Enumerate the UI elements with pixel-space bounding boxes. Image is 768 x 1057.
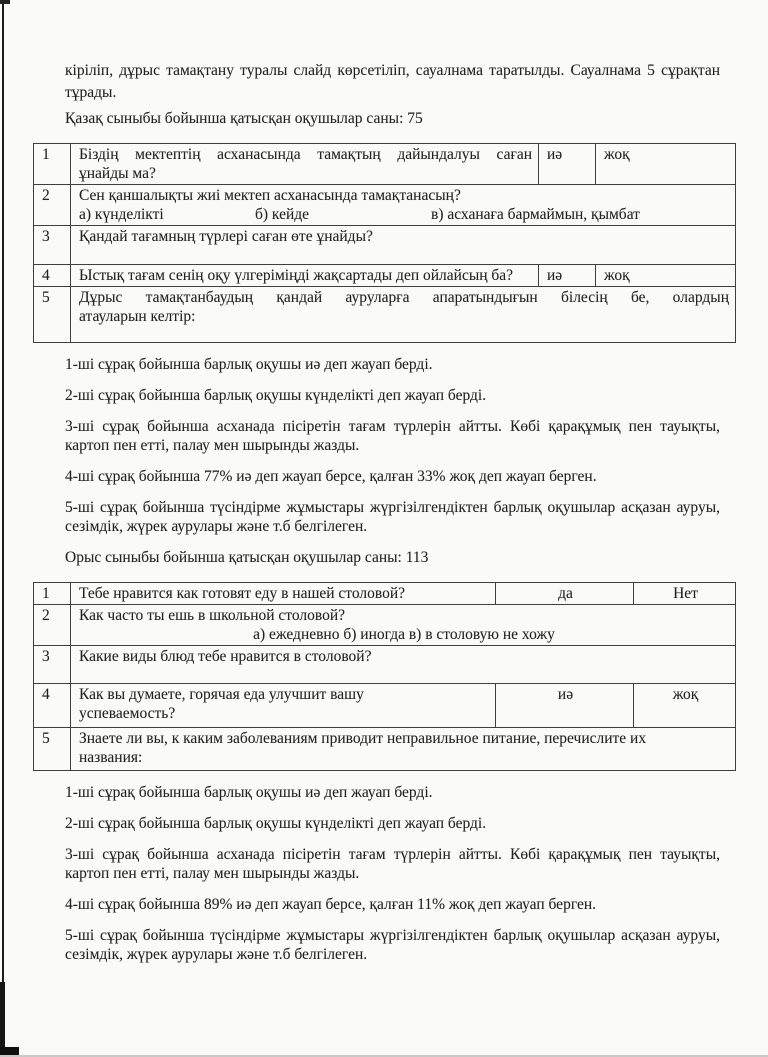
question-line-1: Знаете ли вы, к каким заболеваниям приводит неправильное питание, перечислите их <box>79 730 647 747</box>
result-paragraph: 2-ші сұрақ бойынша барлық оқушы күнделікті деп жауап берді. <box>65 387 487 404</box>
no-cell: жоқ <box>634 684 736 728</box>
result-paragraph: 2-ші сұрақ бойынша барлық оқушы күнделікті деп жауап берді. <box>65 815 487 832</box>
question-line-2: ұнайды ма? <box>79 165 156 182</box>
row-number: 2 <box>34 185 71 226</box>
yes-cell: иә <box>496 684 634 728</box>
question-text: Как часто ты ешь в школьной столовой? <box>79 607 346 624</box>
option-a: а) күнделікті <box>79 206 164 223</box>
question-cell <box>71 728 736 771</box>
question-cell: Тебе нравится как готовят еду в нашей столовой? <box>71 583 496 605</box>
question-cell <box>71 605 736 646</box>
result-paragraph: 1-ші сұрақ бойынша барлық оқушы иә деп жауап берді. <box>65 784 433 801</box>
no-cell: жоқ <box>596 144 736 185</box>
option-b: б) кейде <box>255 206 310 223</box>
result-paragraph: 3-ші сұрақ бойынша асханада пісіретін тағам түрлерін айтты. Көбі қарақұмық пен тауықты, картоп пен етті, палау мен шырынды жазды. <box>65 846 720 882</box>
scan-left-edge-line <box>2 0 4 1057</box>
question-cell <box>71 287 736 343</box>
question-cell <box>71 144 539 185</box>
question-cell: Ыстық тағам сенің оқу үлгеріміңді жақсартады деп ойлайсың ба? <box>71 265 539 287</box>
row-number: 2 <box>34 605 71 646</box>
result-paragraph: 1-ші сұрақ бойынша барлық оқушы иә деп жауап берді. <box>65 356 433 373</box>
result-paragraph: 4-ші сұрақ бойынша 77% иә деп жауап берсе, қалған 33% жоқ деп жауап берген. <box>65 468 597 485</box>
row-number: 1 <box>34 583 71 605</box>
row-number: 3 <box>34 226 71 265</box>
table-row <box>34 605 736 646</box>
kazakh-count-line: Қазақ сыныбы бойынша қатысқан оқушылар саны: 75 <box>65 110 423 127</box>
question-line-1: Как вы думаете, горячая еда улучшит вашу <box>79 686 364 703</box>
question-cell <box>71 684 496 728</box>
row-number: 5 <box>34 728 71 771</box>
answer-options: а) ежедневно б) иногда в) в столовую не хожу <box>253 626 555 643</box>
result-paragraph: 5-ші сұрақ бойынша түсіндірме жұмыстары жүргізілгендіктен барлық оқушылар асқазан ауруы, сезімдік, жүрек аурулары және т.б белгілеген. <box>65 499 720 535</box>
question-cell: Қандай тағамның түрлері саған өте ұнайды? <box>71 226 736 265</box>
result-paragraph: 5-ші сұрақ бойынша түсіндірме жұмыстары жүргізілгендіктен барлық оқушылар асқазан ауруы, сезімдік, жүрек аурулары және т.б белгілеген. <box>65 927 720 963</box>
row-number: 5 <box>34 287 71 343</box>
yes-cell: иә <box>539 265 596 287</box>
table-row <box>34 684 736 728</box>
row-number: 4 <box>34 684 71 728</box>
russian-survey-table <box>33 582 736 771</box>
question-line-2: названия: <box>79 749 143 766</box>
yes-cell: да <box>496 583 634 605</box>
question-line-2: атауларын келтір: <box>79 308 196 325</box>
result-paragraph: 4-ші сұрақ бойынша 89% иә деп жауап берсе, қалған 11% жоқ деп жауап берген. <box>65 896 597 913</box>
table-row <box>34 185 736 226</box>
scan-top-left-mark <box>0 0 10 4</box>
document-content <box>33 0 735 964</box>
answer-options <box>79 205 729 224</box>
russian-count-line: Орыс сыныбы бойынша қатысқан оқушылар саны: 113 <box>65 549 429 566</box>
row-number: 3 <box>34 646 71 684</box>
question-line-1: Біздің мектептің асханасында тамақтың дайындалуы саған <box>79 146 532 163</box>
yes-cell: иә <box>539 144 596 185</box>
kazakh-survey-table <box>33 143 736 343</box>
option-c: в) асханаға бармаймын, қымбат <box>431 206 640 223</box>
row-number: 4 <box>34 265 71 287</box>
table-row <box>34 728 736 771</box>
table-row <box>34 226 736 265</box>
table-row <box>34 144 736 185</box>
table-row <box>34 583 736 605</box>
scan-left-edge-thick <box>0 982 5 1057</box>
table-row <box>34 287 736 343</box>
question-line-1: Дұрыс тамақтанбаудың қандай ауруларға апаратындығын білесің бе, олардың <box>79 289 729 306</box>
no-cell: Нет <box>634 583 736 605</box>
row-number: 1 <box>34 144 71 185</box>
table-row <box>34 265 736 287</box>
question-line-2: успеваемость? <box>79 705 176 722</box>
table-row <box>34 646 736 684</box>
intro-paragraph: кіріліп, дұрыс тамақтану туралы слайд көрсетіліп, сауалнама таратылды. Сауалнама 5 сұрақтан тұрады. <box>65 62 720 101</box>
question-cell: Какие виды блюд тебе нравится в столовой? <box>71 646 736 684</box>
no-cell: жоқ <box>596 265 736 287</box>
result-paragraph: 3-ші сұрақ бойынша асханада пісіретін тағам түрлерін айтты. Көбі қарақұмық пен тауықты, картоп пен етті, палау мен шырынды жазды. <box>65 418 720 454</box>
question-text: Сен қаншалықты жиі мектеп асханасында тамақтанасың? <box>79 187 461 204</box>
question-cell <box>71 185 736 226</box>
